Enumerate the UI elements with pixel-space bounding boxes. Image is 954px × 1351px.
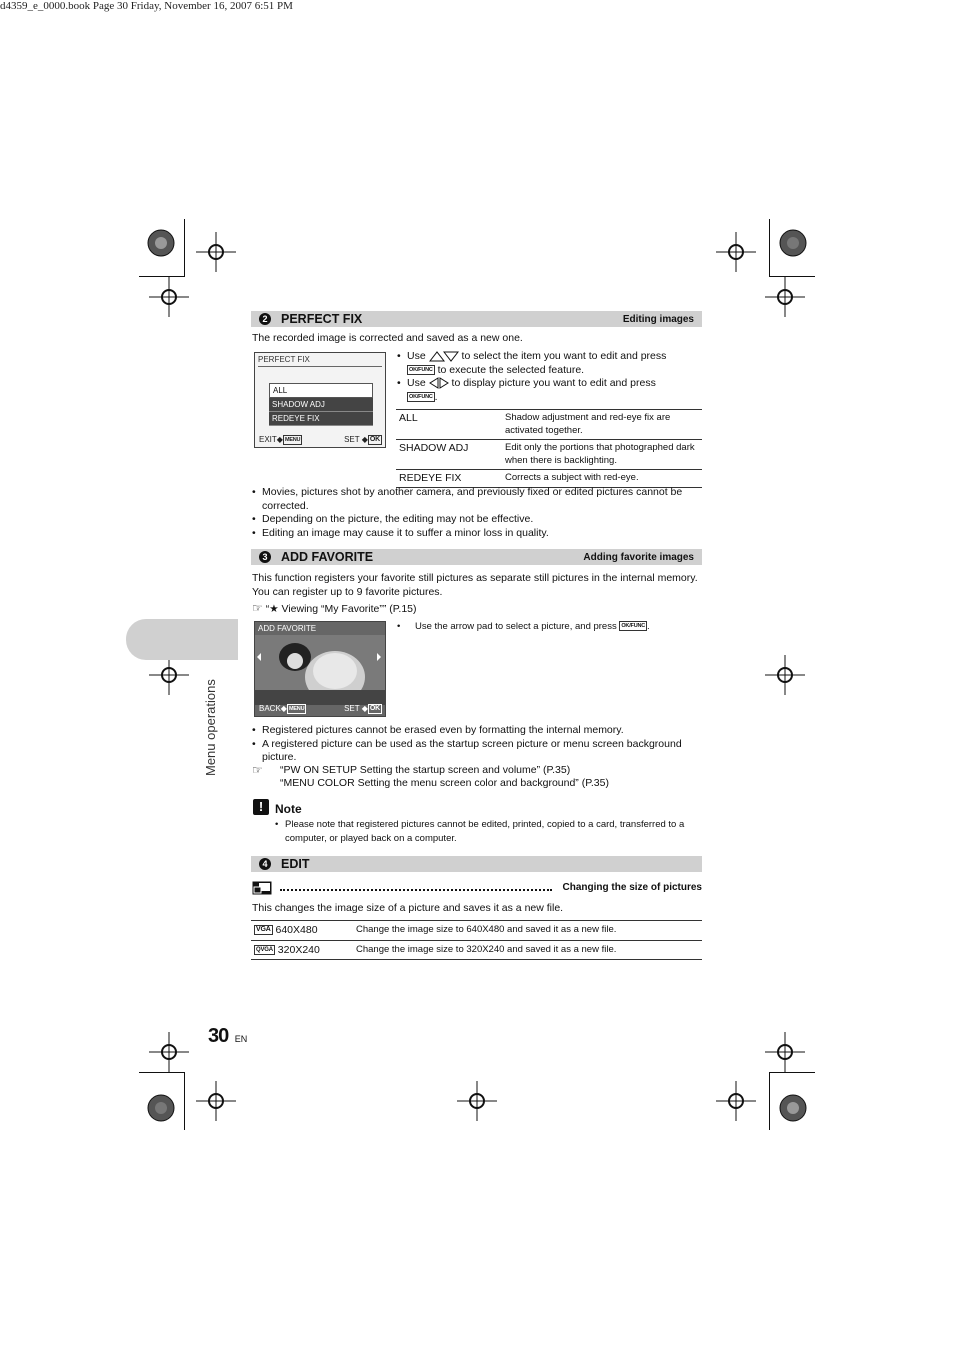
back-label: BACK (259, 704, 281, 714)
page-footer (208, 1025, 247, 1048)
crosshair-icon (457, 1081, 497, 1121)
menu-key-icon: MENU (288, 706, 305, 712)
photo-thumbnail (255, 635, 385, 705)
up-down-arrow-icon (429, 351, 459, 362)
note-item: • Please note that registered pictures cannot be edited, printed, copied to a card, transferred to a computer, or played back on a computer. (275, 818, 703, 845)
option-name: ALL (396, 410, 502, 440)
crosshair-icon (196, 232, 236, 272)
section-category: Editing images (622, 314, 694, 325)
diamond-icon: ◆ (361, 704, 368, 714)
note-item: • Editing an image may cause it to suffer a minor loss in quality. (252, 527, 704, 541)
crop-mark (769, 1072, 770, 1130)
left-right-arrow-icon (429, 377, 449, 389)
section-title: EDIT (281, 857, 310, 871)
divider (258, 366, 382, 367)
qvga-icon: QVGA (256, 946, 273, 953)
resize-subheader (252, 880, 702, 896)
note-title: Note (275, 802, 302, 816)
size-desc: Change the image size to 640X480 and saved it as a new file. (353, 921, 702, 941)
cross-reference (252, 764, 263, 779)
add-favorite-notes (252, 724, 704, 765)
reference-hand-icon: ☞ (252, 763, 263, 777)
page-number: 30 (208, 1025, 229, 1047)
table-row (251, 940, 702, 960)
dot-leader (280, 889, 552, 891)
lcd-title: PERFECT FIX (258, 355, 310, 364)
section-number: 4 (259, 858, 271, 870)
cross-reference: ☞ “★ Viewing “My Favorite”” (P.15) (252, 601, 417, 615)
section-category: Adding favorite images (583, 552, 694, 563)
crop-mark (769, 1072, 815, 1073)
vga-icon: VGA (256, 926, 271, 934)
lcd-menu-item-redeye-fix[interactable]: REDEYE FIX (269, 412, 373, 426)
crosshair-icon (149, 1032, 189, 1072)
menu-key-icon: MENU (284, 437, 301, 443)
table-row (396, 440, 702, 470)
diamond-icon: ◆ (280, 704, 287, 714)
crop-mark (769, 219, 770, 277)
note-list (275, 818, 703, 845)
ok-func-key-icon: OK/FUNC (409, 366, 433, 373)
note-item: • A registered picture can be used as the startup screen picture or menu screen background picture. (252, 738, 704, 765)
lcd-menu-item-shadow-adj[interactable]: SHADOW ADJ (269, 398, 373, 412)
set-label: SET (344, 435, 360, 445)
section-intro: This function registers your favorite still pictures as separate still pictures in the internal memory. You can register up to 9 favorite pictures. (252, 572, 698, 598)
ok-key-icon: OK (369, 436, 380, 443)
perfect-fix-options-table (396, 409, 702, 488)
table-row (396, 470, 702, 488)
diamond-icon: ◆ (361, 435, 368, 445)
table-row (396, 410, 702, 440)
ok-func-key-icon: OK/FUNC (621, 623, 646, 630)
perfect-fix-instructions (397, 350, 697, 404)
size-cell: VGA 640X480 (251, 921, 353, 941)
section-intro: The recorded image is corrected and saved as a new one. (252, 332, 523, 344)
section-number: 3 (259, 551, 271, 563)
lcd-menu-item-all[interactable]: ALL (269, 383, 373, 398)
size-cell: QVGA 320X240 (251, 940, 353, 960)
section-number: 2 (259, 313, 271, 325)
crosshair-icon (765, 655, 805, 695)
crosshair-icon (716, 1081, 756, 1121)
add-favorite-instructions (397, 620, 697, 634)
edit-size-table (251, 920, 702, 960)
cross-reference-line: “MENU COLOR Setting the menu screen color and background” (P.35) (280, 777, 609, 789)
print-header: d4359_e_0000.book Page 30 Friday, November 16, 2007 6:51 PM (0, 0, 293, 12)
registration-target-icon (779, 1094, 807, 1122)
lcd-menu (269, 383, 373, 426)
option-name: REDEYE FIX (396, 470, 502, 488)
note-item: • Movies, pictures shot by another camera, and previously fixed or edited pictures cannot be corrected. (252, 486, 704, 513)
registration-target-icon (779, 229, 807, 257)
crosshair-icon (716, 232, 756, 272)
note-item: • Depending on the picture, the editing may not be effective. (252, 513, 704, 527)
registration-target-icon (147, 229, 175, 257)
note-item: • Registered pictures cannot be erased even by formatting the internal memory. (252, 724, 704, 738)
resize-icon (252, 881, 272, 895)
diamond-icon: ◆ (276, 435, 283, 445)
crosshair-icon (765, 1032, 805, 1072)
instruction-item: • Use to display picture you want to edit and press OK/FUNC . (397, 377, 697, 404)
subheader-title: Changing the size of pictures (562, 882, 702, 893)
lcd-screen-add-favorite (254, 621, 386, 717)
side-tab (126, 619, 238, 660)
lcd-back-hint (259, 704, 306, 714)
crosshair-icon (196, 1081, 236, 1121)
crop-mark (184, 1072, 185, 1130)
star-icon: ★ (269, 603, 279, 615)
option-desc: Edit only the portions that photographed dark when there is backlighting. (502, 440, 702, 470)
exit-label: EXIT (259, 435, 277, 445)
lcd-title: ADD FAVORITE (258, 624, 317, 633)
crop-mark (184, 219, 185, 277)
crosshair-icon (765, 277, 805, 317)
crosshair-icon (149, 277, 189, 317)
section-title: ADD FAVORITE (281, 550, 374, 564)
registration-target-icon (147, 1094, 175, 1122)
lcd-set-hint (344, 704, 382, 714)
ok-key-icon: OK (369, 705, 380, 712)
instruction-item: • Use the arrow pad to select a picture, and press OK/FUNC . (397, 620, 697, 634)
lcd-set-hint (344, 435, 382, 445)
crosshair-icon (149, 655, 189, 695)
ok-func-key-icon: OK/FUNC (409, 393, 433, 400)
section-intro: This changes the image size of a picture and saves it as a new file. (252, 902, 564, 914)
section-header-add-favorite (251, 549, 702, 565)
language-code: EN (234, 1034, 248, 1044)
instruction-item: • Use to select the item you want to edit and press OK/FUNC to execute the selected feature. (397, 350, 697, 377)
crop-mark (139, 1072, 185, 1073)
section-title: PERFECT FIX (281, 312, 363, 326)
set-label: SET (344, 704, 360, 714)
side-tab-label: Menu operations (203, 679, 218, 776)
lcd-screen-perfect-fix (254, 352, 386, 448)
reference-hand-icon: ☞ (252, 601, 263, 615)
perfect-fix-notes (252, 486, 704, 540)
size-desc: Change the image size to 320X240 and saved it as a new file. (353, 940, 702, 960)
section-header-perfect-fix (251, 311, 702, 327)
option-desc: Corrects a subject with red-eye. (502, 470, 702, 488)
table-row (251, 921, 702, 941)
option-desc: Shadow adjustment and red-eye fix are activated together. (502, 410, 702, 440)
lcd-exit-hint (259, 435, 302, 445)
option-name: SHADOW ADJ (396, 440, 502, 470)
cross-reference-line: “PW ON SETUP Setting the startup screen and volume” (P.35) (280, 764, 571, 776)
note-icon: ! (253, 799, 269, 815)
section-header-edit (251, 856, 702, 872)
